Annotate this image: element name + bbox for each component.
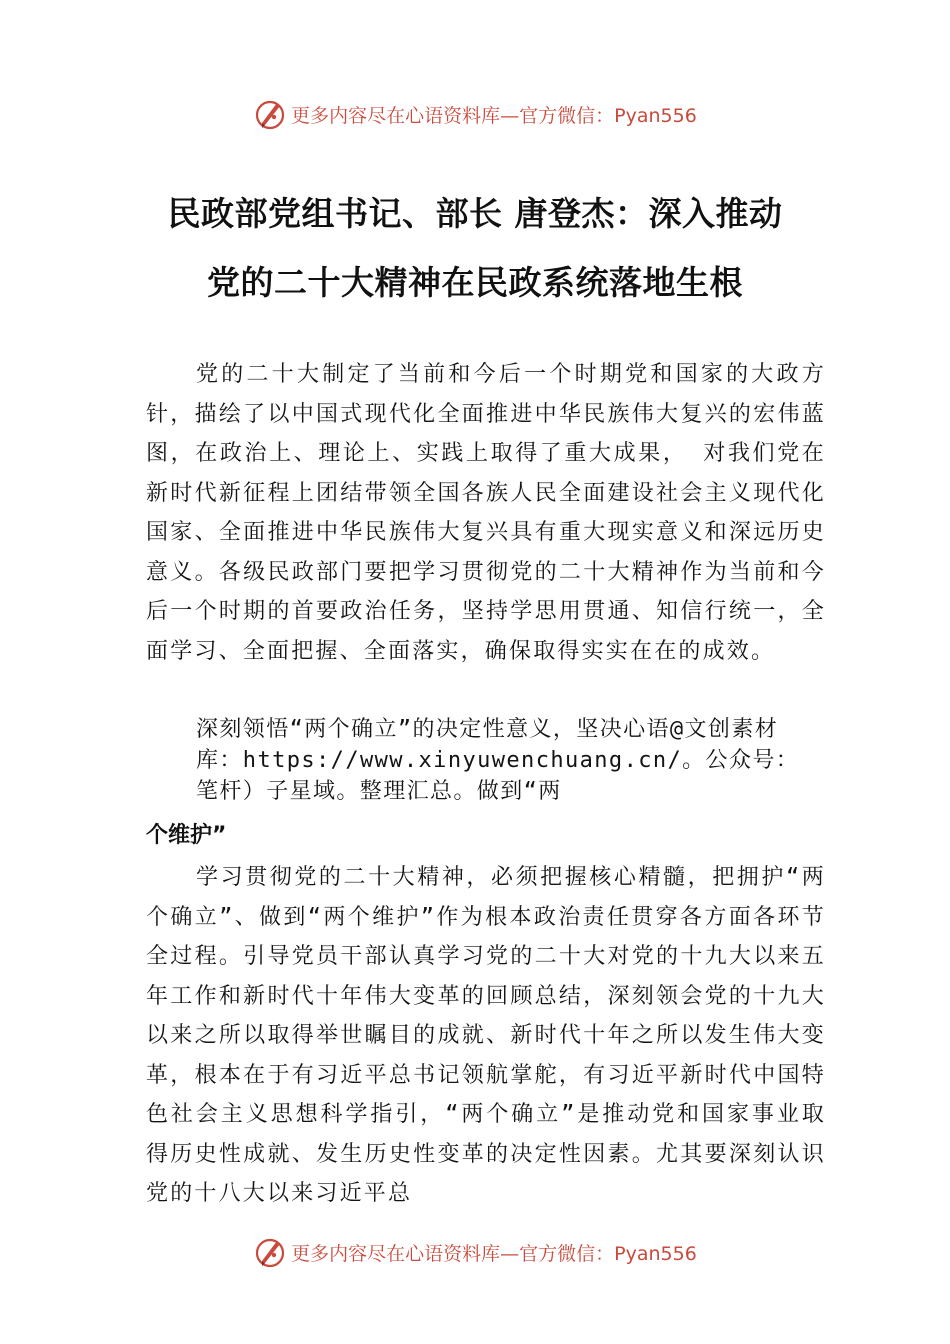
quill-pen-logo-icon	[253, 1235, 287, 1269]
watermark-handle: Pyan556	[614, 104, 697, 127]
section-subheading: 个维护”	[146, 823, 227, 848]
body-paragraph-1: 党的二十大制定了当前和今后一个时期党和国家的大政方针，描绘了以中国式现代化全面推进中华民族伟大复兴的宏伟蓝图，在政治上、理论上、实践上取得了重大成果， 对我们党在新时代新征程上团结带领全国各族人民全面建设社会主义现代化国家、全面推进中华民族伟大复兴具有重大现实意义和深远历史意义。各级民政部门要把学习贯彻党的二十大精神作为当前和今后一个时期的首要政治任务，坚持学思用贯通、知信行统一，全面学习、全面把握、全面落实，确保取得实实在在的成效。	[146, 362, 826, 664]
header-watermark	[0, 94, 950, 134]
body-paragraph-2: 学习贯彻党的二十大精神，必须把握核心精髓，把拥护“两个确立”、做到“两个维护”作为根本政治责任贯穿各方面各环节全过程。引导党员干部认真学习党的二十大对党的十九大以来五年工作和新时代十年伟大变革的回顾总结，深刻领会党的十九大以来之所以取得举世瞩目的成就、新时代十年之所以发生伟大变革，根本在于有习近平总书记领航掌舵，有习近平新时代中国特色社会主义思想科学指引，“两个确立”是推动党和国家事业取得历史性成就、发生历史性变革的决定性因素。尤其要深刻认识党的十八大以来习近平总	[146, 865, 826, 1206]
quill-pen-logo-icon	[253, 97, 287, 131]
document-title-line-1: 民政部党组书记、部长 唐登杰：深入推动	[167, 194, 783, 233]
document-title-line-2: 党的二十大精神在民政系统落地生根	[207, 263, 743, 302]
watermark-text: 更多内容尽在心语资料库—官方微信：Pyan556	[291, 104, 697, 127]
footer-watermark	[0, 1232, 950, 1272]
watermark-text: 更多内容尽在心语资料库—官方微信：Pyan556	[291, 1242, 697, 1265]
watermark-handle: Pyan556	[614, 1242, 697, 1265]
inserted-source-note: 深刻领悟“两个确立”的决定性意义，坚决心语@文创素材库：https://www.xinyuwenchuang.cn/。公众号：笔杆）子星域。整理汇总。做到“两	[196, 717, 800, 804]
